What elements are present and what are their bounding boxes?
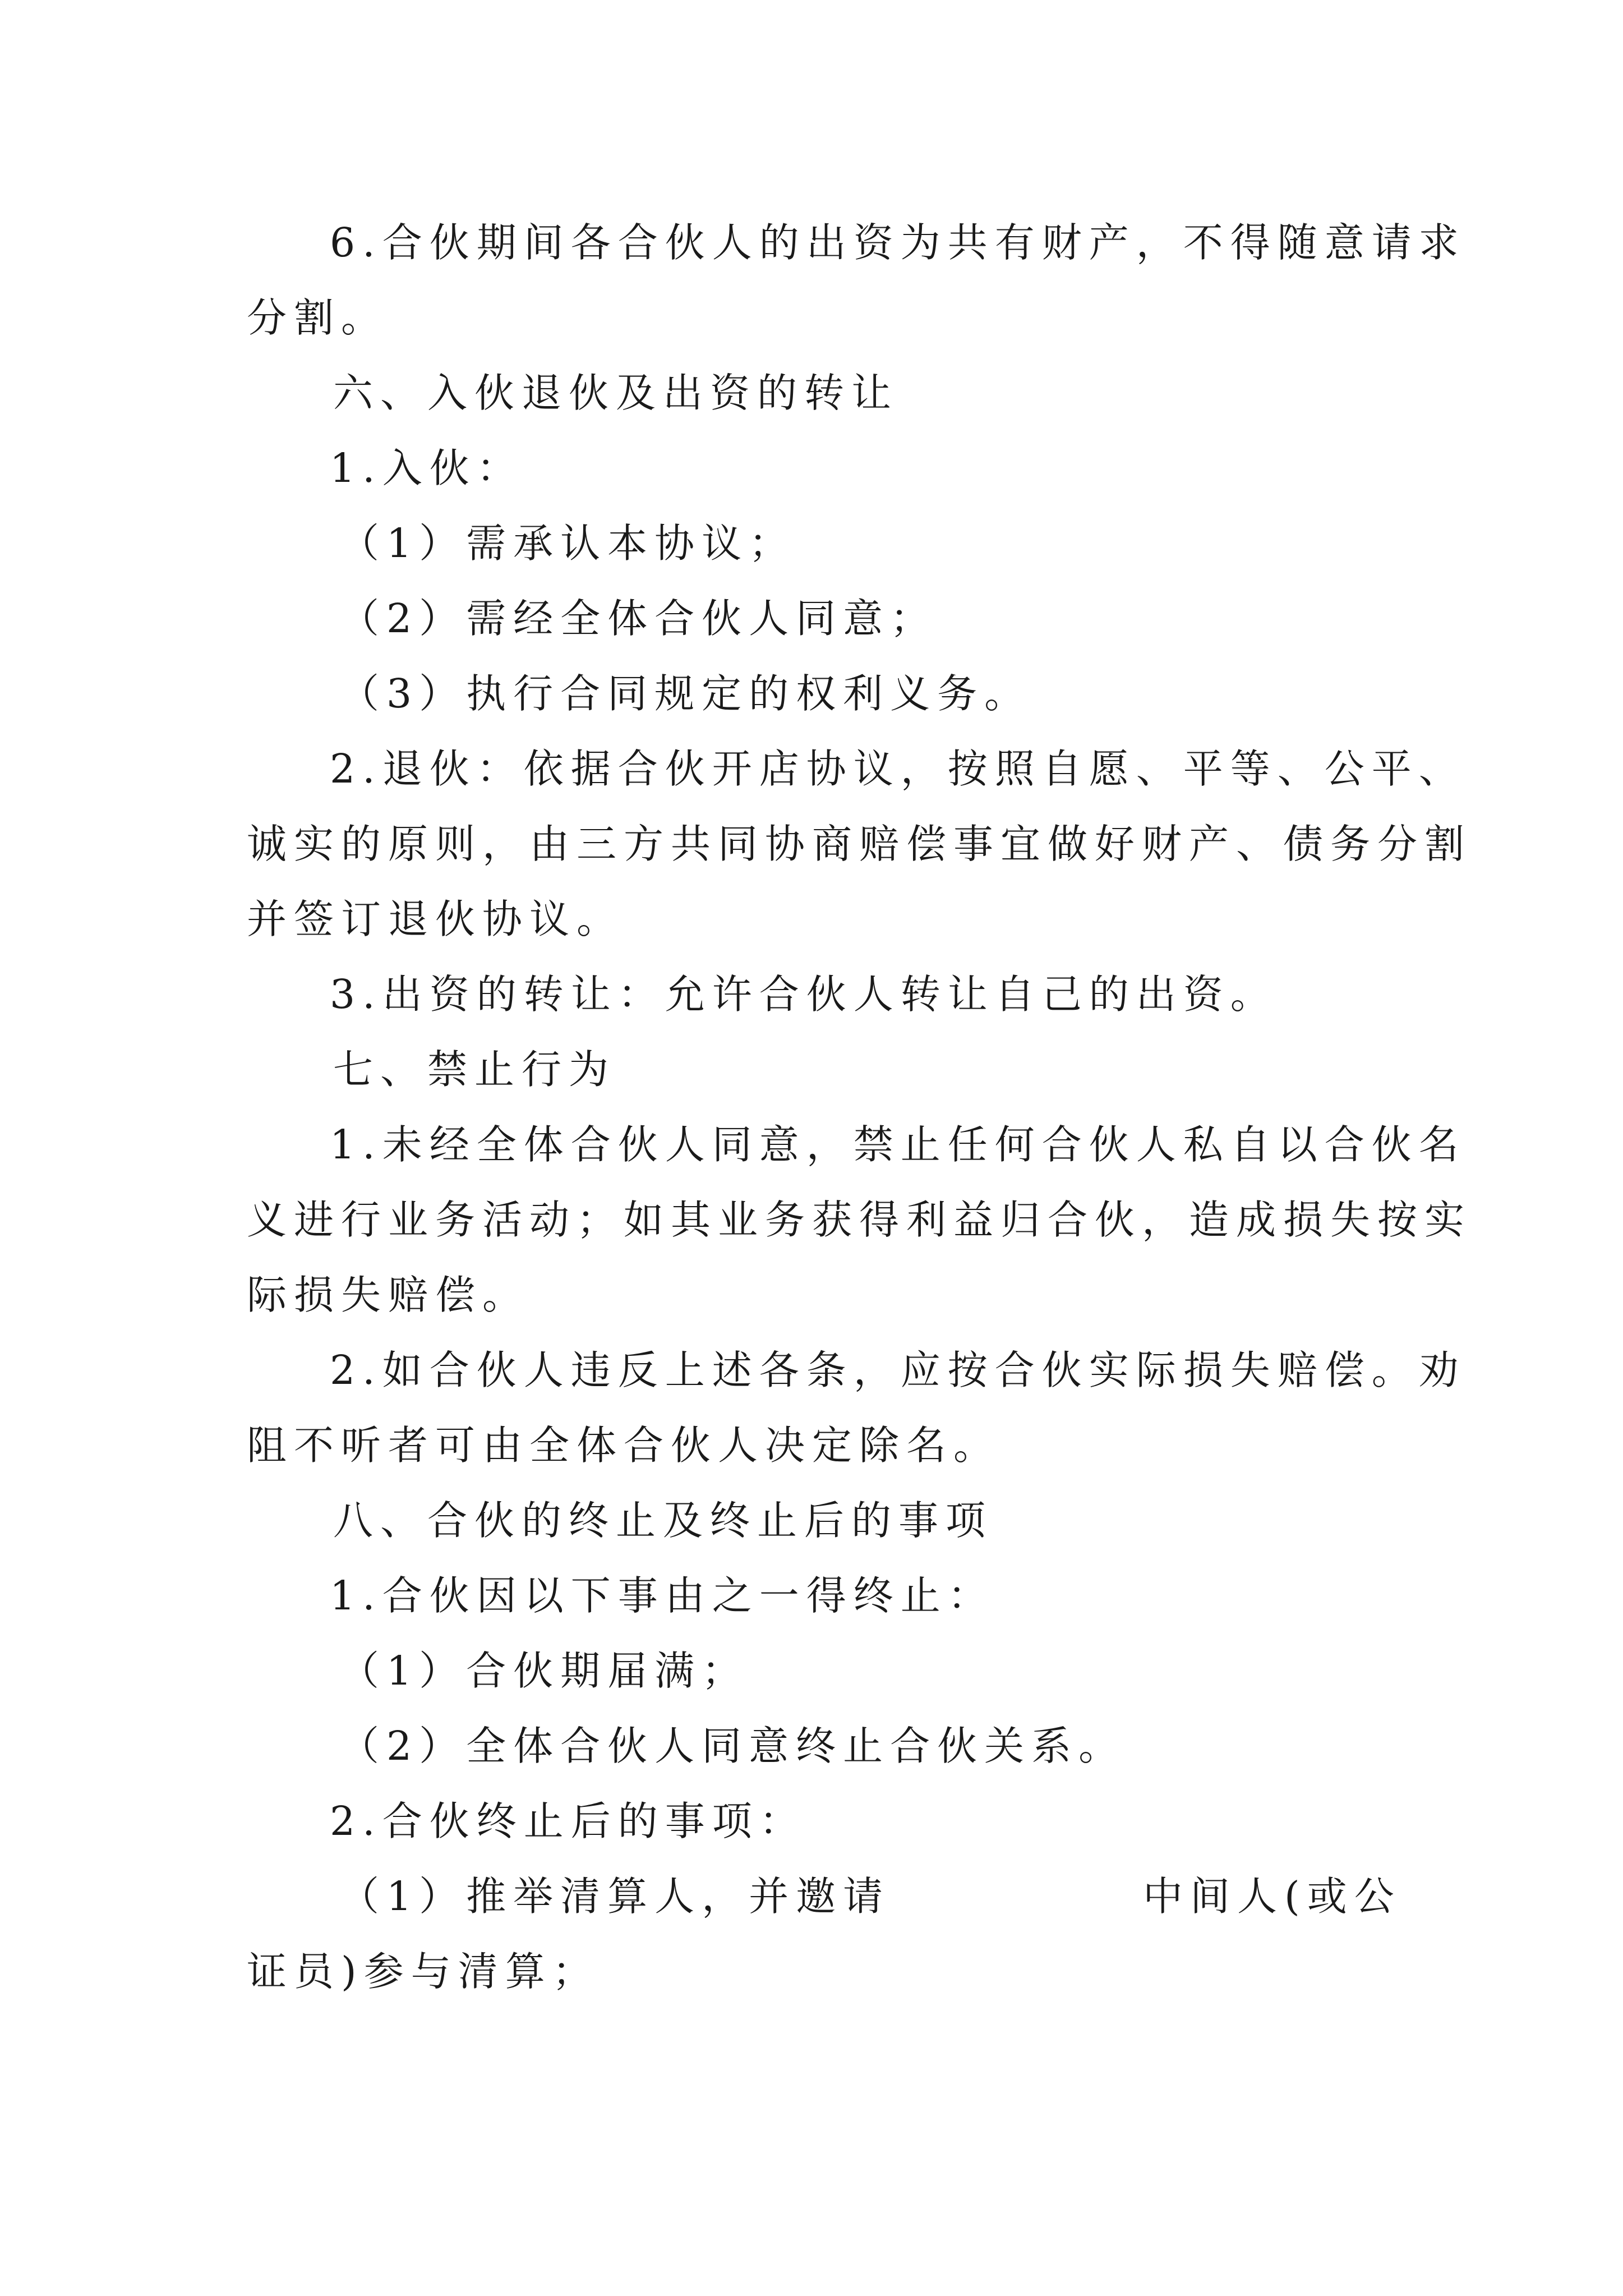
section-heading: 六、入伙退伙及出资的转让 — [333, 370, 899, 416]
text-line: 3.出资的转让：允许合伙人转让自己的出资。 — [330, 971, 1278, 1018]
section-heading: 八、合伙的终止及终止后的事项 — [333, 1497, 993, 1544]
text-line: 2.如合伙人违反上述各条，应按合伙实际损失赔偿。劝 — [330, 1347, 1466, 1393]
text-line: 2.合伙终止后的事项： — [330, 1798, 806, 1844]
text-line: 2.退伙：依据合伙开店协议，按照自愿、平等、公平、 — [330, 746, 1466, 792]
text-line-continued: 中间人(或公 — [1143, 1873, 1401, 1920]
text-line: 1.未经全体合伙人同意，禁止任何合伙人私自以合伙名 — [330, 1121, 1466, 1168]
list-item: （1）需承认本协议； — [339, 520, 796, 567]
text-line: 阻不听者可由全体合伙人决定除名。 — [247, 1422, 1001, 1469]
text-line: 并签订退伙协议。 — [247, 896, 624, 942]
text-line: 1.合伙因以下事由之一得终止： — [330, 1572, 995, 1619]
section-heading: 七、禁止行为 — [333, 1046, 616, 1093]
list-item: （2）全体合伙人同意终止合伙关系。 — [339, 1723, 1126, 1769]
list-item: （1）合伙期届满； — [339, 1648, 749, 1694]
text-line: 分割。 — [247, 295, 389, 341]
text-line: 诚实的原则，由三方共同协商赔偿事宜做好财产、债务分割 — [247, 821, 1472, 867]
text-line: 6.合伙期间各合伙人的出资为共有财产，不得随意请求 — [330, 219, 1466, 266]
list-item: （3）执行合同规定的权利义务。 — [339, 670, 1032, 717]
list-item: （1）推举清算人，并邀请 — [339, 1873, 891, 1920]
text-line: 义进行业务活动；如其业务获得利益归合伙，造成损失按实 — [247, 1197, 1472, 1243]
list-item: （2）需经全体合伙人同意； — [339, 595, 938, 642]
text-line: 证员)参与清算； — [247, 1948, 600, 1995]
text-line: 际损失赔偿。 — [247, 1272, 530, 1318]
text-line: 1.入伙： — [330, 445, 524, 491]
